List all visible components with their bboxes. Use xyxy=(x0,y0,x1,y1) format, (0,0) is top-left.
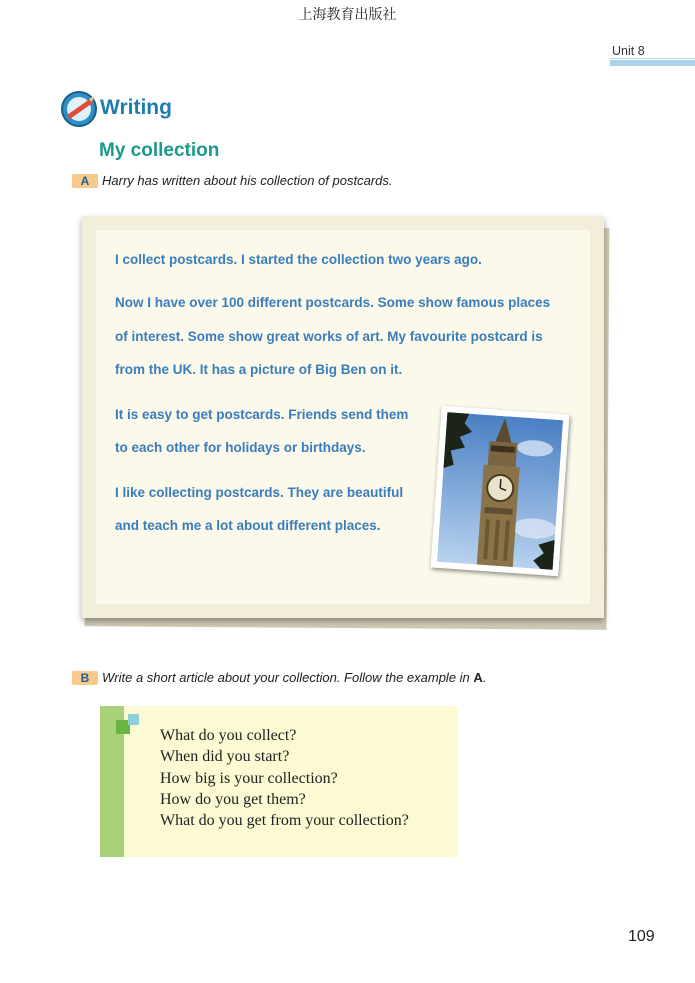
publisher-name: 上海教育出版社 xyxy=(298,7,397,23)
postcard-line-8: and teach me a lot about different places. xyxy=(115,518,381,533)
question-5: What do you get from your collection? xyxy=(160,812,409,829)
task-b xyxy=(72,670,486,685)
unit-divider-line xyxy=(610,58,695,59)
task-a-instruction: Harry has written about his collection of postcards. xyxy=(102,173,393,188)
question-1: What do you collect? xyxy=(160,727,297,744)
postcard-line-4: from the UK. It has a picture of Big Ben on it. xyxy=(115,362,403,377)
writing-pencil-icon xyxy=(60,90,98,128)
question-box xyxy=(100,706,458,857)
big-ben-photo xyxy=(431,406,570,577)
question-2: When did you start? xyxy=(160,748,290,765)
question-3: How big is your collection? xyxy=(160,770,338,787)
postcard-line-3: of interest. Some show great works of art. My favourite postcard is xyxy=(115,329,543,344)
task-b-period: . xyxy=(482,670,487,685)
task-a-badge: A xyxy=(72,174,98,188)
unit-bar xyxy=(610,60,695,66)
postcard-line-1: I collect postcards. I started the collection two years ago. xyxy=(115,252,482,267)
task-a xyxy=(72,173,392,188)
task-b-badge: B xyxy=(72,671,98,685)
question-4: How do you get them? xyxy=(160,791,306,808)
task-b-instruction xyxy=(102,670,486,685)
postcard-line-2: Now I have over 100 different postcards. Some show famous places xyxy=(115,295,551,310)
task-b-reference: A xyxy=(473,670,483,685)
page-number: 109 xyxy=(628,928,655,945)
unit-label: Unit 8 xyxy=(612,44,645,58)
section-title: My collection xyxy=(99,140,220,161)
postcard-line-5: It is easy to get postcards. Friends send them xyxy=(115,407,409,422)
postcard-line-6: to each other for holidays or birthdays. xyxy=(115,440,366,455)
task-b-instruction-text: Write a short article about your collection. Follow the example in xyxy=(102,670,474,685)
section-heading: Writing xyxy=(100,96,172,119)
decorative-square-blue xyxy=(128,714,139,725)
postcard-line-7: I like collecting postcards. They are beautiful xyxy=(115,485,404,500)
